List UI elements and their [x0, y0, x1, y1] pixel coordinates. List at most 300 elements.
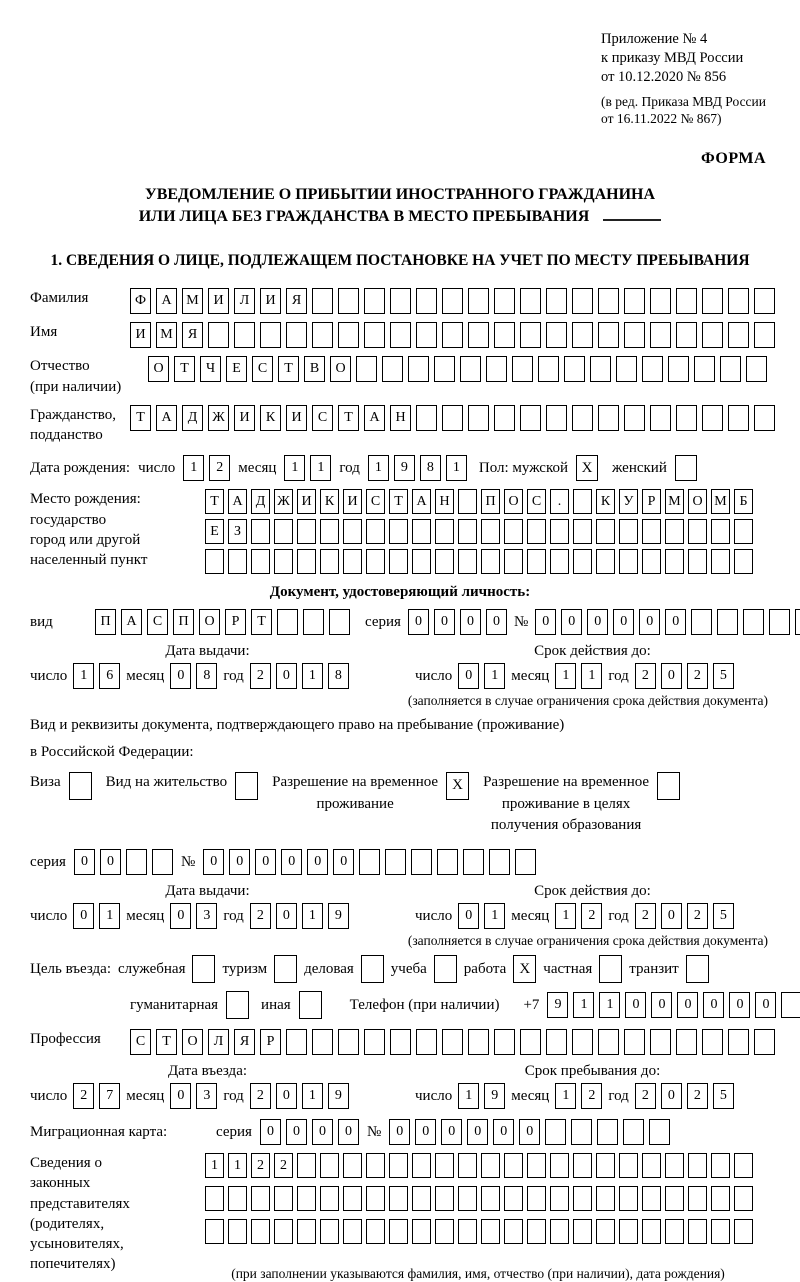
form-cell[interactable]: [458, 489, 477, 514]
form-cell[interactable]: У: [619, 489, 638, 514]
form-cell[interactable]: [734, 519, 753, 544]
form-cell[interactable]: Р: [642, 489, 661, 514]
form-cell[interactable]: [389, 1153, 408, 1178]
form-cell[interactable]: [596, 549, 615, 574]
form-cell[interactable]: [504, 549, 523, 574]
form-cell[interactable]: [329, 609, 350, 635]
form-cell[interactable]: [468, 1029, 489, 1055]
form-cell[interactable]: [389, 549, 408, 574]
form-cell[interactable]: [546, 1029, 567, 1055]
form-cell[interactable]: 0: [467, 1119, 488, 1145]
form-cell[interactable]: М: [711, 489, 730, 514]
form-cell[interactable]: [297, 1153, 316, 1178]
form-cell[interactable]: [550, 519, 569, 544]
form-cell[interactable]: 0: [460, 609, 481, 635]
form-cell[interactable]: 0: [281, 849, 302, 875]
form-cell[interactable]: [274, 519, 293, 544]
form-cell[interactable]: 2: [635, 903, 656, 929]
form-cell[interactable]: [512, 356, 533, 382]
form-cell[interactable]: И: [260, 288, 281, 314]
form-cell[interactable]: [520, 288, 541, 314]
form-cell[interactable]: А: [156, 405, 177, 431]
form-cell[interactable]: Е: [226, 356, 247, 382]
form-cell[interactable]: 0: [203, 849, 224, 875]
form-cell[interactable]: 2: [250, 1083, 271, 1109]
form-cell[interactable]: 0: [170, 1083, 191, 1109]
form-cell[interactable]: [720, 356, 741, 382]
residence-permit-checkbox[interactable]: [235, 772, 258, 800]
purpose-other-checkbox[interactable]: [299, 991, 322, 1019]
form-cell[interactable]: Т: [251, 609, 272, 635]
form-cell[interactable]: [442, 322, 463, 348]
form-cell[interactable]: [676, 1029, 697, 1055]
form-cell[interactable]: [717, 609, 738, 635]
form-cell[interactable]: 0: [333, 849, 354, 875]
form-cell[interactable]: О: [688, 489, 707, 514]
form-cell[interactable]: [572, 1029, 593, 1055]
form-cell[interactable]: [366, 1219, 385, 1244]
form-cell[interactable]: 1: [484, 663, 505, 689]
form-cell[interactable]: [343, 519, 362, 544]
form-cell[interactable]: 2: [581, 1083, 602, 1109]
form-cell[interactable]: 0: [74, 849, 95, 875]
form-cell[interactable]: [468, 405, 489, 431]
form-cell[interactable]: [416, 288, 437, 314]
form-cell[interactable]: 2: [581, 903, 602, 929]
form-cell[interactable]: [734, 549, 753, 574]
form-cell[interactable]: [442, 288, 463, 314]
form-cell[interactable]: [458, 1153, 477, 1178]
form-cell[interactable]: [416, 322, 437, 348]
form-cell[interactable]: [486, 356, 507, 382]
form-cell[interactable]: 2: [250, 663, 271, 689]
form-cell[interactable]: [598, 288, 619, 314]
form-cell[interactable]: [564, 356, 585, 382]
form-cell[interactable]: О: [504, 489, 523, 514]
form-cell[interactable]: 0: [286, 1119, 307, 1145]
form-cell[interactable]: 0: [486, 609, 507, 635]
form-cell[interactable]: [728, 1029, 749, 1055]
form-cell[interactable]: 0: [415, 1119, 436, 1145]
form-cell[interactable]: [468, 322, 489, 348]
form-cell[interactable]: [460, 356, 481, 382]
form-cell[interactable]: 1: [99, 903, 120, 929]
form-cell[interactable]: 0: [170, 663, 191, 689]
form-cell[interactable]: [711, 519, 730, 544]
form-cell[interactable]: [481, 549, 500, 574]
form-cell[interactable]: [468, 288, 489, 314]
form-cell[interactable]: 9: [328, 903, 349, 929]
form-cell[interactable]: [624, 1029, 645, 1055]
form-cell[interactable]: И: [234, 405, 255, 431]
form-cell[interactable]: Н: [390, 405, 411, 431]
form-cell[interactable]: Р: [260, 1029, 281, 1055]
form-cell[interactable]: 8: [420, 455, 441, 481]
form-cell[interactable]: 2: [73, 1083, 94, 1109]
form-cell[interactable]: [277, 609, 298, 635]
form-cell[interactable]: 0: [587, 609, 608, 635]
form-cell[interactable]: [728, 405, 749, 431]
form-cell[interactable]: [274, 1219, 293, 1244]
form-cell[interactable]: [688, 519, 707, 544]
form-cell[interactable]: [623, 1119, 644, 1145]
form-cell[interactable]: 0: [651, 992, 672, 1018]
form-cell[interactable]: [390, 288, 411, 314]
form-cell[interactable]: 0: [755, 992, 776, 1018]
form-cell[interactable]: [527, 519, 546, 544]
form-cell[interactable]: [728, 288, 749, 314]
form-cell[interactable]: [412, 1186, 431, 1211]
form-cell[interactable]: [359, 849, 380, 875]
form-cell[interactable]: 0: [661, 1083, 682, 1109]
form-cell[interactable]: [676, 288, 697, 314]
form-cell[interactable]: П: [173, 609, 194, 635]
form-cell[interactable]: 0: [338, 1119, 359, 1145]
form-cell[interactable]: Ж: [208, 405, 229, 431]
form-cell[interactable]: [520, 1029, 541, 1055]
form-cell[interactable]: [650, 405, 671, 431]
form-cell[interactable]: [546, 405, 567, 431]
form-cell[interactable]: [437, 849, 458, 875]
form-cell[interactable]: 0: [729, 992, 750, 1018]
form-cell[interactable]: [573, 1186, 592, 1211]
form-cell[interactable]: 9: [484, 1083, 505, 1109]
form-cell[interactable]: [550, 1186, 569, 1211]
form-cell[interactable]: [665, 1219, 684, 1244]
form-cell[interactable]: [274, 549, 293, 574]
form-cell[interactable]: [228, 549, 247, 574]
form-cell[interactable]: 5: [713, 663, 734, 689]
form-cell[interactable]: [382, 356, 403, 382]
sex-male-checkbox[interactable]: X: [576, 455, 598, 481]
form-cell[interactable]: [504, 519, 523, 544]
form-cell[interactable]: [234, 322, 255, 348]
form-cell[interactable]: [688, 1186, 707, 1211]
form-cell[interactable]: [520, 405, 541, 431]
form-cell[interactable]: [458, 1219, 477, 1244]
form-cell[interactable]: [598, 405, 619, 431]
form-cell[interactable]: [260, 322, 281, 348]
form-cell[interactable]: [364, 322, 385, 348]
form-cell[interactable]: [481, 1153, 500, 1178]
form-cell[interactable]: [205, 549, 224, 574]
form-cell[interactable]: Т: [338, 405, 359, 431]
form-cell[interactable]: 2: [687, 903, 708, 929]
form-cell[interactable]: [251, 1219, 270, 1244]
form-cell[interactable]: 1: [599, 992, 620, 1018]
form-cell[interactable]: С: [252, 356, 273, 382]
form-cell[interactable]: 0: [441, 1119, 462, 1145]
form-cell[interactable]: [320, 1153, 339, 1178]
form-cell[interactable]: [546, 322, 567, 348]
form-cell[interactable]: .: [550, 489, 569, 514]
form-cell[interactable]: [538, 356, 559, 382]
form-cell[interactable]: 3: [196, 1083, 217, 1109]
form-cell[interactable]: 0: [639, 609, 660, 635]
form-cell[interactable]: К: [596, 489, 615, 514]
form-cell[interactable]: [504, 1153, 523, 1178]
form-cell[interactable]: [208, 322, 229, 348]
form-cell[interactable]: 1: [555, 1083, 576, 1109]
form-cell[interactable]: 2: [687, 1083, 708, 1109]
form-cell[interactable]: [434, 356, 455, 382]
form-cell[interactable]: 1: [368, 455, 389, 481]
form-cell[interactable]: [743, 609, 764, 635]
form-cell[interactable]: [649, 1119, 670, 1145]
form-cell[interactable]: 2: [274, 1153, 293, 1178]
temp-residence-checkbox[interactable]: X: [446, 772, 469, 800]
form-cell[interactable]: А: [364, 405, 385, 431]
form-cell[interactable]: [412, 519, 431, 544]
form-cell[interactable]: И: [208, 288, 229, 314]
form-cell[interactable]: [338, 1029, 359, 1055]
form-cell[interactable]: [746, 356, 767, 382]
form-cell[interactable]: Д: [251, 489, 270, 514]
form-cell[interactable]: 0: [170, 903, 191, 929]
form-cell[interactable]: [435, 549, 454, 574]
purpose-study-checkbox[interactable]: [434, 955, 457, 983]
form-cell[interactable]: Ф: [130, 288, 151, 314]
form-cell[interactable]: [527, 1153, 546, 1178]
form-cell[interactable]: [688, 549, 707, 574]
form-cell[interactable]: [385, 849, 406, 875]
form-cell[interactable]: О: [199, 609, 220, 635]
form-cell[interactable]: [343, 1186, 362, 1211]
form-cell[interactable]: [364, 288, 385, 314]
form-cell[interactable]: [435, 519, 454, 544]
form-cell[interactable]: 0: [260, 1119, 281, 1145]
form-cell[interactable]: 0: [665, 609, 686, 635]
form-cell[interactable]: [702, 405, 723, 431]
form-cell[interactable]: Т: [205, 489, 224, 514]
form-cell[interactable]: [251, 519, 270, 544]
purpose-official-checkbox[interactable]: [192, 955, 215, 983]
form-cell[interactable]: [596, 1186, 615, 1211]
form-cell[interactable]: [412, 1219, 431, 1244]
form-cell[interactable]: [390, 1029, 411, 1055]
form-cell[interactable]: [343, 1219, 362, 1244]
form-cell[interactable]: [598, 1029, 619, 1055]
form-cell[interactable]: [650, 1029, 671, 1055]
form-cell[interactable]: 0: [276, 663, 297, 689]
form-cell[interactable]: [650, 322, 671, 348]
form-cell[interactable]: [515, 849, 536, 875]
form-cell[interactable]: [435, 1153, 454, 1178]
form-cell[interactable]: [494, 405, 515, 431]
form-cell[interactable]: 1: [302, 903, 323, 929]
form-cell[interactable]: [573, 1219, 592, 1244]
form-cell[interactable]: [711, 549, 730, 574]
form-cell[interactable]: Д: [182, 405, 203, 431]
form-cell[interactable]: [691, 609, 712, 635]
form-cell[interactable]: [619, 1219, 638, 1244]
form-cell[interactable]: М: [182, 288, 203, 314]
form-cell[interactable]: [781, 992, 800, 1018]
form-cell[interactable]: Р: [225, 609, 246, 635]
form-cell[interactable]: [550, 1153, 569, 1178]
form-cell[interactable]: 1: [458, 1083, 479, 1109]
form-cell[interactable]: [494, 288, 515, 314]
form-cell[interactable]: [416, 1029, 437, 1055]
form-cell[interactable]: П: [95, 609, 116, 635]
form-cell[interactable]: [619, 549, 638, 574]
form-cell[interactable]: [481, 1219, 500, 1244]
form-cell[interactable]: [312, 1029, 333, 1055]
form-cell[interactable]: 0: [434, 609, 455, 635]
form-cell[interactable]: [205, 1219, 224, 1244]
form-cell[interactable]: Я: [182, 322, 203, 348]
form-cell[interactable]: 2: [687, 663, 708, 689]
purpose-work-checkbox[interactable]: X: [513, 955, 536, 983]
form-cell[interactable]: 0: [519, 1119, 540, 1145]
form-cell[interactable]: [481, 519, 500, 544]
form-cell[interactable]: 1: [446, 455, 467, 481]
form-cell[interactable]: 8: [328, 663, 349, 689]
form-cell[interactable]: 0: [276, 903, 297, 929]
form-cell[interactable]: [412, 549, 431, 574]
form-cell[interactable]: [442, 1029, 463, 1055]
form-cell[interactable]: [312, 322, 333, 348]
form-cell[interactable]: 0: [661, 663, 682, 689]
form-cell[interactable]: [616, 356, 637, 382]
form-cell[interactable]: 0: [100, 849, 121, 875]
form-cell[interactable]: [390, 322, 411, 348]
form-cell[interactable]: [494, 322, 515, 348]
form-cell[interactable]: [463, 849, 484, 875]
form-cell[interactable]: [286, 322, 307, 348]
form-cell[interactable]: [711, 1153, 730, 1178]
form-cell[interactable]: [728, 322, 749, 348]
form-cell[interactable]: [338, 288, 359, 314]
form-cell[interactable]: 0: [703, 992, 724, 1018]
form-cell[interactable]: [597, 1119, 618, 1145]
form-cell[interactable]: К: [320, 489, 339, 514]
form-cell[interactable]: [320, 1219, 339, 1244]
form-cell[interactable]: 2: [250, 903, 271, 929]
form-cell[interactable]: 0: [458, 663, 479, 689]
form-cell[interactable]: [734, 1153, 753, 1178]
form-cell[interactable]: [152, 849, 173, 875]
form-cell[interactable]: [366, 1186, 385, 1211]
form-cell[interactable]: 7: [99, 1083, 120, 1109]
title-blank-line[interactable]: [603, 207, 661, 221]
form-cell[interactable]: [442, 405, 463, 431]
form-cell[interactable]: И: [130, 322, 151, 348]
form-cell[interactable]: Т: [278, 356, 299, 382]
form-cell[interactable]: 1: [573, 992, 594, 1018]
form-cell[interactable]: [303, 609, 324, 635]
purpose-private-checkbox[interactable]: [599, 955, 622, 983]
form-cell[interactable]: А: [228, 489, 247, 514]
form-cell[interactable]: [251, 549, 270, 574]
form-cell[interactable]: [205, 1186, 224, 1211]
form-cell[interactable]: Я: [234, 1029, 255, 1055]
form-cell[interactable]: [572, 288, 593, 314]
form-cell[interactable]: [435, 1219, 454, 1244]
form-cell[interactable]: 2: [251, 1153, 270, 1178]
form-cell[interactable]: [642, 1153, 661, 1178]
form-cell[interactable]: 1: [73, 663, 94, 689]
form-cell[interactable]: 0: [408, 609, 429, 635]
form-cell[interactable]: [356, 356, 377, 382]
form-cell[interactable]: [435, 1186, 454, 1211]
form-cell[interactable]: Л: [234, 288, 255, 314]
form-cell[interactable]: Т: [174, 356, 195, 382]
form-cell[interactable]: [596, 519, 615, 544]
form-cell[interactable]: 0: [389, 1119, 410, 1145]
visa-checkbox[interactable]: [69, 772, 92, 800]
form-cell[interactable]: [642, 519, 661, 544]
form-cell[interactable]: [702, 322, 723, 348]
form-cell[interactable]: [320, 519, 339, 544]
form-cell[interactable]: [494, 1029, 515, 1055]
form-cell[interactable]: [343, 1153, 362, 1178]
form-cell[interactable]: [320, 549, 339, 574]
form-cell[interactable]: [642, 549, 661, 574]
form-cell[interactable]: 9: [328, 1083, 349, 1109]
form-cell[interactable]: И: [343, 489, 362, 514]
form-cell[interactable]: [665, 519, 684, 544]
form-cell[interactable]: 0: [535, 609, 556, 635]
form-cell[interactable]: [642, 356, 663, 382]
form-cell[interactable]: [416, 405, 437, 431]
form-cell[interactable]: [624, 405, 645, 431]
form-cell[interactable]: [312, 288, 333, 314]
form-cell[interactable]: [642, 1186, 661, 1211]
form-cell[interactable]: [572, 322, 593, 348]
form-cell[interactable]: [527, 1186, 546, 1211]
form-cell[interactable]: [711, 1186, 730, 1211]
form-cell[interactable]: [412, 1153, 431, 1178]
form-cell[interactable]: [545, 1119, 566, 1145]
form-cell[interactable]: А: [121, 609, 142, 635]
form-cell[interactable]: [228, 1186, 247, 1211]
form-cell[interactable]: 1: [228, 1153, 247, 1178]
purpose-business-checkbox[interactable]: [361, 955, 384, 983]
form-cell[interactable]: [676, 322, 697, 348]
form-cell[interactable]: [458, 519, 477, 544]
form-cell[interactable]: [297, 549, 316, 574]
form-cell[interactable]: [624, 322, 645, 348]
form-cell[interactable]: 1: [555, 663, 576, 689]
form-cell[interactable]: [550, 549, 569, 574]
form-cell[interactable]: [366, 1153, 385, 1178]
form-cell[interactable]: О: [182, 1029, 203, 1055]
form-cell[interactable]: [297, 1219, 316, 1244]
form-cell[interactable]: [665, 1153, 684, 1178]
form-cell[interactable]: 0: [307, 849, 328, 875]
form-cell[interactable]: 0: [677, 992, 698, 1018]
form-cell[interactable]: [668, 356, 689, 382]
form-cell[interactable]: [527, 549, 546, 574]
form-cell[interactable]: [251, 1186, 270, 1211]
form-cell[interactable]: [754, 322, 775, 348]
purpose-humanitarian-checkbox[interactable]: [226, 991, 249, 1019]
form-cell[interactable]: 0: [661, 903, 682, 929]
form-cell[interactable]: [366, 549, 385, 574]
form-cell[interactable]: П: [481, 489, 500, 514]
form-cell[interactable]: [694, 356, 715, 382]
form-cell[interactable]: 1: [484, 903, 505, 929]
form-cell[interactable]: 0: [625, 992, 646, 1018]
form-cell[interactable]: Т: [389, 489, 408, 514]
form-cell[interactable]: 2: [635, 663, 656, 689]
form-cell[interactable]: С: [527, 489, 546, 514]
form-cell[interactable]: 0: [255, 849, 276, 875]
form-cell[interactable]: И: [286, 405, 307, 431]
form-cell[interactable]: Е: [205, 519, 224, 544]
form-cell[interactable]: 1: [581, 663, 602, 689]
